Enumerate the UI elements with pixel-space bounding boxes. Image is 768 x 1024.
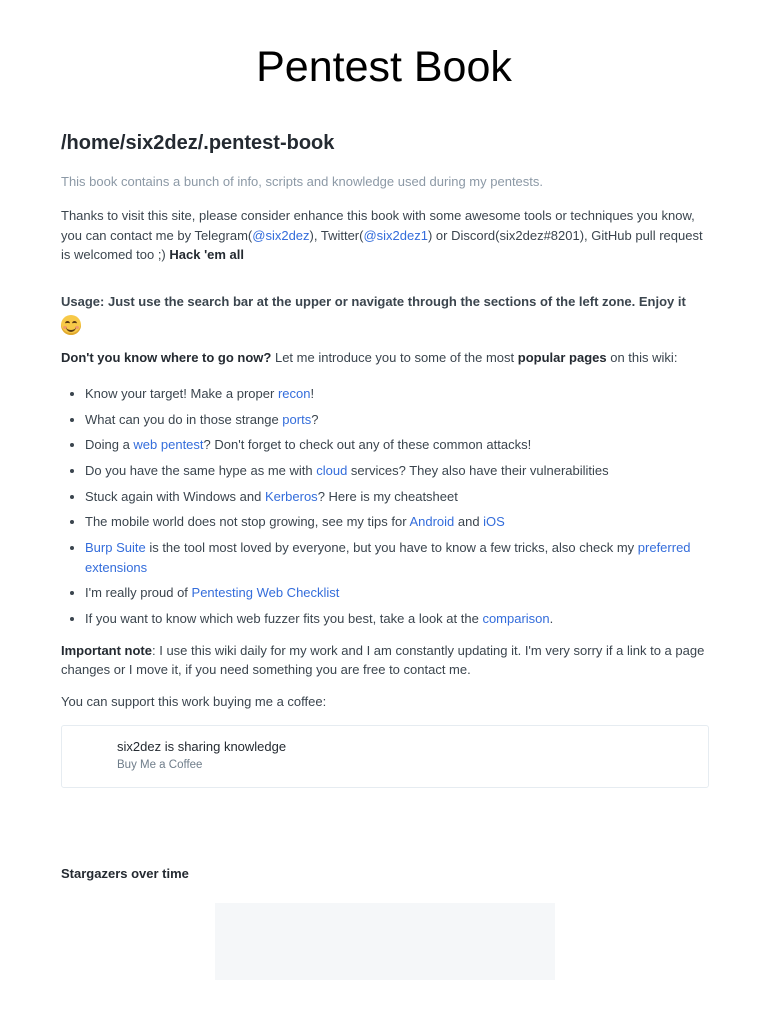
support-text: You can support this work buying me a coffee: [61,693,327,709]
thanks-text-1: Thanks to visit this site, please consider enhance this book with some awesome tools or techniques you know, you can contact me by Telegram( [61,208,695,243]
telegram-link[interactable]: @six2dez [252,227,310,243]
kerberos-link[interactable]: Kerberos [264,488,318,504]
list-item-text: is the tool most loved by everyone, but you have to know a few tricks, also check my [145,540,638,556]
twitter-link[interactable]: @six2dez1 [363,227,428,243]
coffee-card-subtitle: Buy Me a Coffee [117,759,203,771]
list-item [85,461,709,481]
list-item-text: I'm really proud of [85,585,192,601]
ports-link[interactable]: ports [282,411,312,427]
list-item [85,410,709,430]
book-title: Pentest Book [256,43,512,91]
main-content [61,128,709,788]
list-item [85,512,709,532]
thanks-paragraph [61,206,709,265]
list-item [85,384,709,404]
stargazers-chart-image [215,903,555,980]
list-item-text: and [454,514,484,530]
list-item-text: ? [311,411,319,427]
list-item-text: What can you do in those strange [85,411,283,427]
stargazers-heading: Stargazers over time [61,866,189,881]
popular-intro-text-1: Let me introduce you to some of the most [271,349,518,365]
android-link[interactable]: Android [409,514,455,530]
list-item-text: Do you have the same hype as me with [85,463,317,479]
pentesting-web-checklist-link[interactable]: Pentesting Web Checklist [191,585,340,601]
important-note [61,641,709,680]
popular-intro-bold-2: popular pages [517,349,607,365]
buy-me-a-coffee-card[interactable] [61,725,709,788]
popular-intro-text-2: on this wiki: [606,349,678,365]
list-item [85,538,709,577]
smiling-face-emoji-icon [61,315,81,335]
popular-pages-list [61,384,709,629]
thanks-text-3: ) or Discord(six2dez#8201), GitHub pull request is welcomed too ;) [61,227,703,262]
thanks-text-2: ), Twitter( [309,227,364,243]
web-pentest-link[interactable]: web pentest [133,437,204,453]
page-description: This book contains a bunch of info, scripts and knowledge used during my pentests. [61,174,544,189]
list-item-text: services? They also have their vulnerabilities [347,463,609,479]
list-item-text: Doing a [85,437,134,453]
list-item [85,583,709,603]
list-item-text: . [549,611,554,626]
list-item [85,609,709,629]
list-item-text: Know your target! Make a proper [85,386,278,401]
hack-em-all: Hack 'em all [169,247,245,262]
list-item-text: If you want to know which web fuzzer fits you best, take a look at the [85,611,483,626]
important-note-text: : I use this wiki daily for my work and I am constantly updating it. I'm very sorry if a link to a page changes or I move it, if you need something you are free to contact me. [61,642,705,677]
popular-intro [61,348,709,368]
comparison-link[interactable]: comparison [482,611,550,626]
recon-link[interactable]: recon [277,386,311,401]
burp-suite-link[interactable]: Burp Suite [85,540,146,556]
list-item-text: ! [310,386,315,401]
popular-intro-bold-1: Don't you know where to go now? [61,349,272,365]
list-item-text: ? Here is my cheatsheet [317,488,458,504]
list-item-text: The mobile world does not stop growing, see my tips for [85,514,410,530]
usage-paragraph [61,292,709,336]
list-item [85,487,709,507]
list-item-text: ? Don't forget to check out any of these common attacks! [203,437,532,453]
cloud-link[interactable]: cloud [316,463,348,479]
page-title: /home/six2dez/.pentest-book [61,132,335,154]
coffee-card-title: six2dez is sharing knowledge [117,739,287,754]
usage-text: Usage: Just use the search bar at the upper or navigate through the sections of the left zone. Enjoy it [61,293,686,309]
important-note-label: Important note [61,642,152,658]
list-item [85,435,709,455]
ios-link[interactable]: iOS [483,514,505,530]
list-item-text: Stuck again with Windows and [85,488,265,504]
preferred-extensions-link[interactable]: preferred extensions [85,540,691,575]
